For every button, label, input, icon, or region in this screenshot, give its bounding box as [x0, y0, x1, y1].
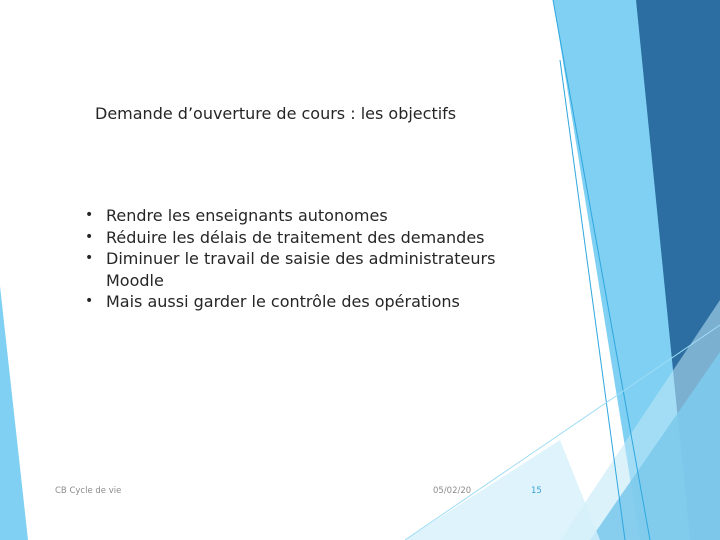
bullet-dot: •: [85, 250, 94, 266]
bullet-item: [84, 248, 514, 291]
footer-label: CB Cycle de vie: [55, 486, 122, 496]
bullet-text: Rendre les enseignants autonomes: [106, 206, 388, 225]
bullet-dot: •: [85, 207, 94, 223]
slide-title: Demande d’ouverture de cours : les objectifs: [95, 104, 457, 123]
bullet-item: [84, 227, 514, 249]
left-accent-triangle: [0, 286, 28, 540]
bullet-list: [84, 205, 514, 313]
slide-number: 15: [531, 486, 542, 496]
bullet-item: [84, 291, 514, 313]
bullet-text: Mais aussi garder le contrôle des opérations: [106, 292, 460, 311]
bullet-dot: •: [85, 228, 94, 245]
footer-date: 05/02/20: [433, 486, 472, 496]
bullet-text: Réduire les délais de traitement des demandes: [106, 227, 485, 247]
bullet-item: [84, 205, 514, 227]
bullet-text: Diminuer le travail de saisie des administrateurs Moodle: [106, 249, 496, 290]
bullet-dot: •: [85, 293, 94, 309]
